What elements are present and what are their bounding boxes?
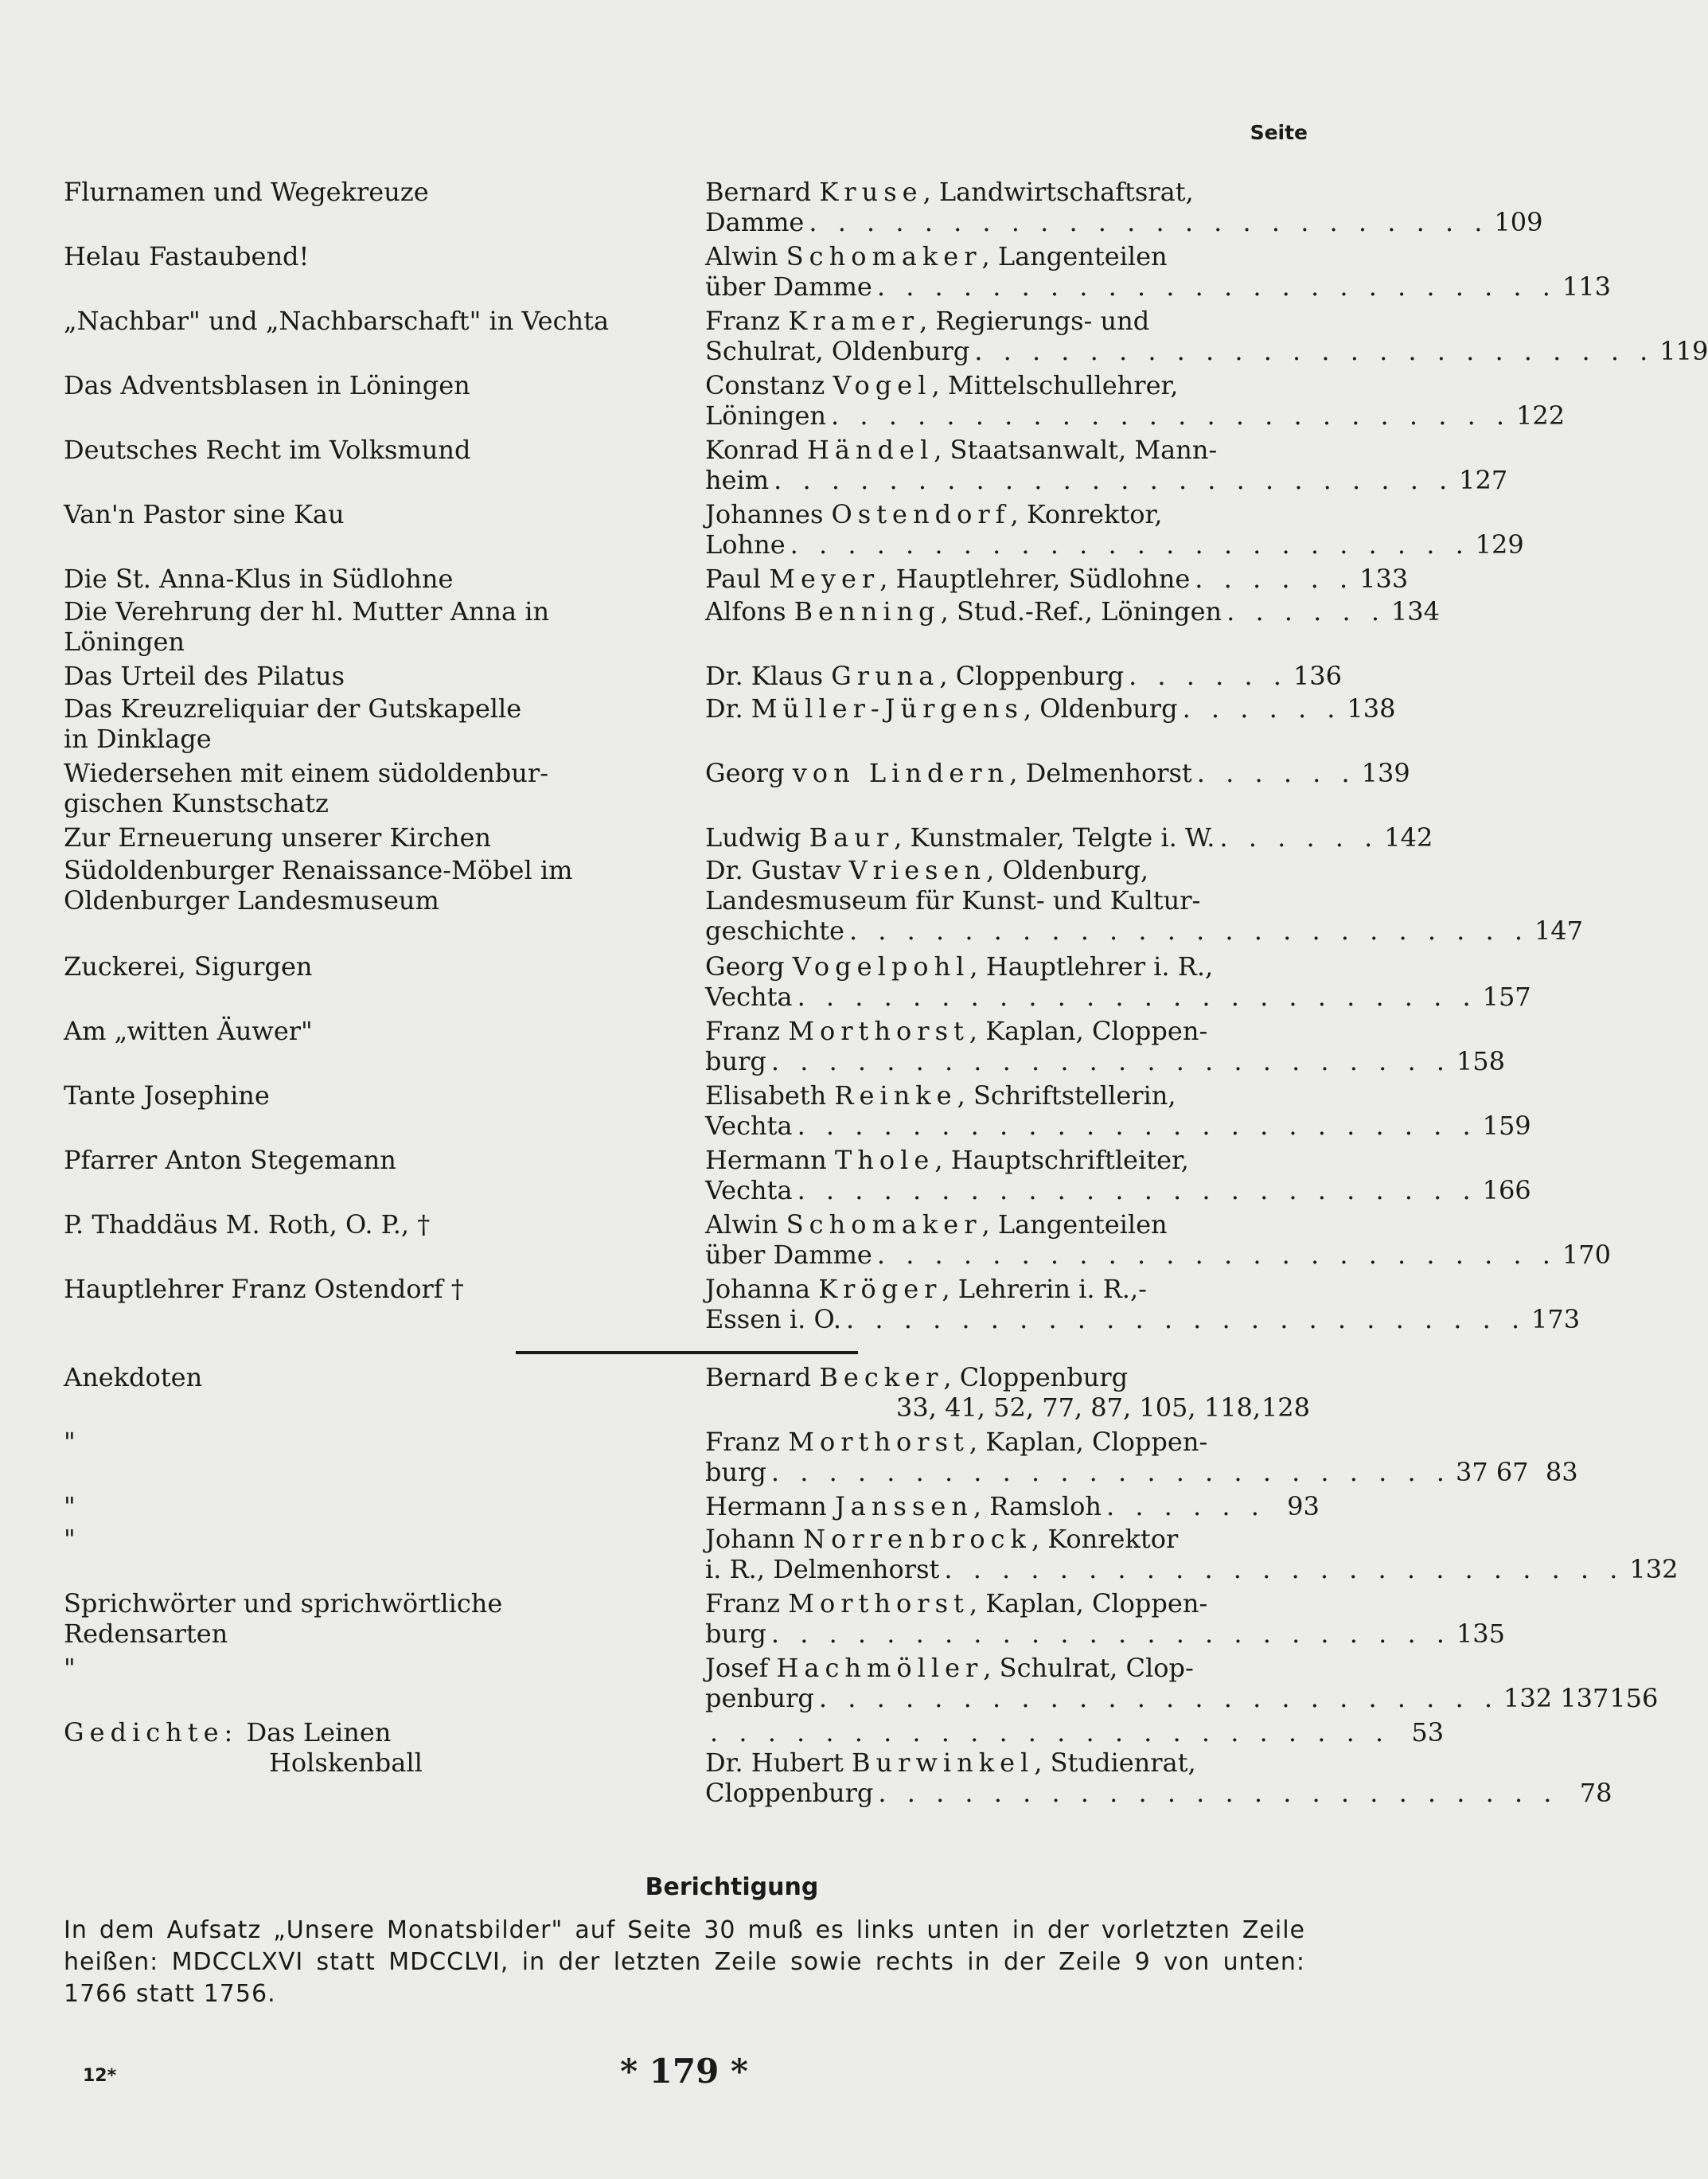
leader-dots: . . . . . . . . . . . . . . . . . . . . . . . . — [974, 336, 1655, 366]
line-text: Vechta — [705, 1111, 793, 1141]
page-refs: 33, 41, 52, 77, 87, 105, 118, — [896, 1392, 1261, 1423]
toc-entry — [64, 951, 1531, 1012]
page-number: * 179 * — [620, 2052, 748, 2091]
entry-author — [705, 1080, 1531, 1141]
title-line: Van'n Pastor sine Kau — [64, 499, 345, 529]
author-surname: Burwinkel — [852, 1747, 1035, 1778]
toc-entry — [64, 1080, 1531, 1141]
entry-title — [64, 370, 700, 400]
dotted-line — [705, 465, 1508, 495]
entry-author — [705, 435, 1508, 495]
page-ref: 119 — [1659, 336, 1708, 366]
author-surname: Händel — [806, 435, 934, 465]
leader-dots: . . . . . . . . . . . . . . . . . . . . . . . . — [797, 1111, 1477, 1141]
signature-mark: 12* — [83, 2066, 117, 2086]
author-line — [705, 1491, 1320, 1521]
author-surname: von Lindern — [792, 758, 1010, 788]
author-surname: Baur — [809, 822, 895, 853]
dotted-line — [705, 1457, 1578, 1487]
entry-title — [64, 661, 700, 691]
dotted-line — [705, 1111, 1531, 1141]
line-text: i. R., Delmenhorst — [705, 1554, 940, 1584]
leader-dots: . . . . . . — [1129, 661, 1288, 691]
toc-entry — [64, 1362, 1310, 1423]
title-line: P. Thaddäus M. Roth, O. P., † — [64, 1209, 431, 1240]
dotted-line — [705, 529, 1524, 560]
entry-title — [64, 1653, 700, 1683]
entry-title — [64, 951, 700, 982]
author-line — [705, 1588, 1310, 1619]
page-ref: 134 — [1390, 596, 1440, 627]
page-ref: 113 — [1562, 271, 1611, 302]
author-line — [705, 822, 1433, 853]
author-line — [705, 306, 1310, 336]
line-text: Cloppenburg — [705, 1778, 874, 1808]
author-line — [705, 1362, 1310, 1392]
toc-entry — [64, 1653, 1659, 1713]
entry-title — [64, 241, 700, 271]
line-text: heim — [705, 465, 770, 495]
line-text: burg — [705, 1457, 766, 1487]
dotted-line — [705, 1619, 1505, 1649]
dotted-line — [705, 1304, 1581, 1334]
page-ref: 158 — [1456, 1046, 1505, 1076]
author-surname: Kröger — [818, 1274, 942, 1304]
entry-author — [705, 693, 1396, 724]
poems-author — [705, 1717, 1612, 1808]
author-text: Johann Norrenbrock, Konrektor — [705, 1524, 1179, 1554]
author-text: Alwin Schomaker, Langenteilen — [705, 241, 1168, 271]
author-text: Ludwig Baur, Kunstmaler, Telgte i. W. — [705, 822, 1215, 853]
entry-title — [64, 596, 700, 657]
line-text: Löningen — [705, 400, 826, 431]
toc-entry — [64, 596, 1440, 657]
toc-entry — [64, 1491, 1320, 1521]
entry-title — [64, 1145, 700, 1175]
entry-title — [64, 306, 700, 336]
toc-entry — [64, 370, 1566, 431]
author-line — [705, 499, 1310, 529]
line-text: über Damme — [705, 271, 872, 302]
author-line — [705, 435, 1310, 465]
author-text: Alfons Benning, Stud.-Ref., Löningen — [705, 596, 1223, 627]
author-text: Franz Kramer, Regierungs- und — [705, 306, 1150, 336]
page-ref: 157 — [1482, 982, 1531, 1012]
author-text: Elisabeth Reinke, Schriftstellerin, — [705, 1080, 1176, 1111]
leader-dots: . . . . . . . . . . . . . . . . . . . . . . . . — [848, 916, 1530, 946]
entry-title — [64, 1491, 700, 1521]
poems-entry — [64, 1717, 1612, 1808]
leader-dots: . . . . . . — [1226, 596, 1386, 627]
entry-author — [705, 306, 1708, 366]
title-line: Sprichwörter und sprichwörtliche — [64, 1588, 503, 1619]
author-surname: Vogel — [833, 370, 932, 400]
leader-dots: . . . . . . . . . . . . . . . . . . . . . . . . — [790, 529, 1470, 560]
line-text: geschichte — [705, 916, 844, 946]
page-ref: 93 — [1287, 1491, 1320, 1521]
line-text: burg — [705, 1619, 766, 1649]
page-refs: 37 67 — [1455, 1457, 1529, 1487]
dotted-line — [705, 1240, 1611, 1270]
author-line — [705, 370, 1310, 400]
author-surname: Müller-Jürgens — [751, 693, 1024, 724]
author-text: Paul Meyer, Hauptlehrer, Südlohne — [705, 564, 1191, 594]
line-text: penburg — [705, 1683, 814, 1713]
leader-dots: . . . . . . . . . . . . . . . . . . . . . . . . — [876, 1240, 1557, 1270]
toc-entry — [64, 306, 1708, 366]
title-line: Wiedersehen mit einem südoldenbur- — [64, 758, 548, 788]
toc-entry — [64, 661, 1342, 691]
author-surname: Kramer — [788, 306, 920, 336]
entry-title — [64, 693, 700, 754]
author-surname: Kruse — [819, 177, 923, 207]
toc-entry — [64, 177, 1543, 237]
entry-author — [705, 1491, 1320, 1521]
author-text: Josef Hachmöller, Schulrat, Clop- — [705, 1653, 1194, 1683]
title-line: Oldenburger Landesmuseum — [64, 885, 439, 916]
poem-title: Holskenball — [269, 1747, 423, 1778]
author-text: Bernard Kruse, Landwirtschaftsrat, — [705, 177, 1194, 207]
entry-author — [705, 499, 1524, 560]
author-line — [705, 564, 1409, 594]
title-line: " — [64, 1653, 76, 1683]
author-line — [705, 1524, 1310, 1554]
entry-title — [64, 1362, 700, 1392]
author-line — [705, 1145, 1310, 1175]
author-surname: Reinke — [834, 1080, 957, 1111]
dotted-line — [705, 1175, 1531, 1205]
entry-title — [64, 564, 700, 594]
author-line — [705, 855, 1310, 885]
correction-text: In dem Aufsatz „Unsere Monatsbilder" auf Seite 30 muß es links unten in der vorletzten Zeile heißen: MDCCLXVI statt MDCCLVI, in der letzten Zeile sowie rechts in der Zeile 9 von unten: 1766 statt 1756. — [64, 1916, 1305, 2008]
entry-author — [705, 241, 1611, 302]
leader-dots: . . . . . . . . . . . . . . . . . . . . . . . . — [797, 982, 1477, 1012]
author-line — [705, 241, 1310, 271]
author-line — [705, 1427, 1310, 1457]
title-line: " — [64, 1524, 76, 1554]
author-text: Georg Vogelpohl, Hauptlehrer i. R., — [705, 951, 1214, 982]
entry-author — [705, 661, 1342, 691]
leader-dots: . . . . . . . . . . . . . . . . . . . . . . . . — [774, 465, 1454, 495]
page-ref: 159 — [1482, 1111, 1531, 1141]
author-text: Hermann Thole, Hauptschriftleiter, — [705, 1145, 1189, 1175]
author-surname: Janssen — [834, 1491, 973, 1521]
author-line — [705, 661, 1342, 691]
entry-author — [705, 370, 1566, 431]
title-line: Am „witten Äuwer" — [64, 1016, 313, 1046]
title-line: Redensarten — [64, 1619, 228, 1649]
toc-entry — [64, 855, 1584, 946]
toc-entry — [64, 499, 1524, 560]
entry-author — [705, 1274, 1581, 1334]
dotted-line — [705, 982, 1531, 1012]
author-surname: Becker — [819, 1362, 944, 1392]
author-text: Dr. Klaus Gruna, Cloppenburg — [705, 661, 1125, 691]
page-ref: 147 — [1534, 916, 1584, 946]
page-list-line — [705, 1392, 1310, 1423]
leader-dots: . . . . . . . . . . . . . . . . . . . . . . . . — [876, 271, 1557, 302]
title-line: " — [64, 1491, 76, 1521]
entry-author — [705, 564, 1409, 594]
title-line: Zuckerei, Sigurgen — [64, 951, 313, 982]
line-text: Vechta — [705, 1175, 793, 1205]
author-surname: Ostendorf — [831, 499, 1011, 529]
dotted-line — [705, 336, 1708, 366]
entry-author — [705, 855, 1584, 946]
page-ref: 83 — [1545, 1457, 1578, 1487]
author-line — [705, 1274, 1310, 1304]
leader-dots: . . . . . . — [1196, 758, 1356, 788]
entry-author — [705, 1524, 1679, 1584]
author-line — [705, 693, 1396, 724]
leader-dots: . . . . . . . . . . . . . . . . . . . . . . . . — [770, 1457, 1451, 1487]
author-surname: Schomaker — [786, 1209, 982, 1240]
leader-dots: . . . . . . . . . . . . . . . . . . . . . . . . — [797, 1175, 1477, 1205]
entry-title — [64, 1588, 700, 1649]
correction-title: Berichtigung — [645, 1873, 819, 1901]
title-line: Das Urteil des Pilatus — [64, 661, 345, 691]
line-text: Damme — [705, 207, 805, 237]
entry-title — [64, 1209, 700, 1240]
line-text: Lohne — [705, 529, 786, 560]
entry-author — [705, 822, 1433, 853]
toc-entry — [64, 1145, 1531, 1205]
title-line: Südoldenburger Renaissance-Möbel im — [64, 855, 573, 885]
author-text: Johannes Ostendorf, Konrektor, — [705, 499, 1163, 529]
entry-title — [64, 177, 700, 207]
title-line: Hauptlehrer Franz Ostendorf † — [64, 1274, 464, 1304]
dotted-line — [705, 207, 1543, 237]
author-text: Dr. Müller-Jürgens, Oldenburg — [705, 693, 1178, 724]
title-line: Deutsches Recht im Volksmund — [64, 435, 471, 465]
leader-dots: . . . . . . . . . . . . . . . . . . . . . . . . — [846, 1304, 1527, 1334]
author-text: Alwin Schomaker, Langenteilen — [705, 1209, 1168, 1240]
author-text: Dr. Hubert Burwinkel, Studienrat, — [705, 1747, 1196, 1778]
page-ref: 132 — [1629, 1554, 1679, 1584]
poem-title: Das Leinen — [246, 1717, 392, 1747]
author-surname: Hachmöller — [776, 1653, 984, 1683]
page-ref: 138 — [1347, 693, 1396, 724]
poem-line — [64, 1717, 700, 1747]
leader-dots: . . . . . . . . . . . . . . . . . . . . . . . . — [878, 1778, 1558, 1808]
line-text: burg — [705, 1046, 766, 1076]
title-line: gischen Kunstschatz — [64, 788, 329, 818]
author-line — [705, 177, 1310, 207]
dotted-line — [705, 1717, 1445, 1747]
author-line — [705, 1747, 1310, 1778]
dotted-line — [705, 1554, 1679, 1584]
author-surname: Morthorst — [788, 1427, 969, 1457]
title-line: Anekdoten — [64, 1362, 203, 1392]
author-surname: Morthorst — [788, 1588, 969, 1619]
page-ref: 156 — [1609, 1683, 1659, 1713]
leader-dots: . . . . . . — [1106, 1491, 1265, 1521]
poem-line — [64, 1747, 700, 1778]
title-line: Flurnamen und Wegekreuze — [64, 177, 429, 207]
toc-entry — [64, 758, 1410, 818]
page-ref: 133 — [1359, 564, 1409, 594]
toc-entry — [64, 1209, 1611, 1270]
entry-author — [705, 1427, 1578, 1487]
page-ref: 166 — [1482, 1175, 1531, 1205]
poems-label: Gedichte: — [64, 1717, 239, 1747]
leader-dots: . . . . . . — [1219, 822, 1379, 853]
toc-entry — [64, 241, 1611, 302]
entry-title — [64, 822, 700, 853]
entry-title — [64, 1524, 700, 1554]
author-surname: Norrenbrock — [803, 1524, 1031, 1554]
page-ref: 139 — [1361, 758, 1410, 788]
toc-entry — [64, 822, 1433, 853]
toc-entry — [64, 564, 1409, 594]
page-ref: 78 — [1579, 1778, 1612, 1808]
title-line: Helau Fastaubend! — [64, 241, 310, 271]
author-surname: Benning — [794, 596, 941, 627]
author-text: Georg von Lindern, Delmenhorst — [705, 758, 1192, 788]
dotted-line — [705, 1046, 1505, 1076]
title-line: „Nachbar" und „Nachbarschaft" in Vechta — [64, 306, 610, 336]
entry-author — [705, 951, 1531, 1012]
entry-author — [705, 1588, 1505, 1649]
entry-author — [705, 596, 1440, 627]
entry-author — [705, 1653, 1659, 1713]
entry-author — [705, 177, 1543, 237]
title-line: Das Kreuzreliquiar der Gutskapelle — [64, 693, 522, 724]
title-line: Die St. Anna-Klus in Südlohne — [64, 564, 454, 594]
toc-entry — [64, 1427, 1578, 1487]
dotted-line — [705, 400, 1566, 431]
page-ref: 109 — [1494, 207, 1543, 237]
line-text: Essen i. O. — [705, 1304, 842, 1334]
title-line: " — [64, 1427, 76, 1457]
title-line: in Dinklage — [64, 724, 212, 754]
leader-dots: . . . . . . . . . . . . . . . . . . . . . . . . — [831, 400, 1511, 431]
page-ref: 129 — [1475, 529, 1524, 560]
entry-title — [64, 1080, 700, 1111]
entry-author — [705, 1362, 1310, 1423]
entry-title — [64, 1016, 700, 1046]
author-surname: Thole — [834, 1145, 935, 1175]
entry-author — [705, 758, 1410, 788]
line-text: Schulrat, Oldenburg — [705, 336, 970, 366]
seite-header: Seite — [1250, 121, 1308, 144]
leader-dots: . . . . . . . . . . . . . . . . . . . . . . . . — [809, 207, 1489, 237]
author-surname: Schomaker — [786, 241, 982, 271]
page-ref: 135 — [1456, 1619, 1505, 1649]
author-text: Konrad Händel, Staatsanwalt, Mann- — [705, 435, 1218, 465]
leader-dots: . . . . . . — [1182, 693, 1342, 724]
leader-dots: . . . . . . . . . . . . . . . . . . . . . . . . — [770, 1619, 1451, 1649]
page-ref: 128 — [1261, 1392, 1310, 1423]
author-text: Hermann Janssen, Ramsloh — [705, 1491, 1102, 1521]
author-surname: Meyer — [769, 564, 880, 594]
entry-author — [705, 1016, 1505, 1076]
dotted-line — [705, 1683, 1659, 1713]
entry-title — [64, 1274, 700, 1304]
author-surname: Gruna — [831, 661, 940, 691]
dotted-line — [705, 1778, 1612, 1808]
page-ref: 136 — [1293, 661, 1342, 691]
toc-entry — [64, 1588, 1505, 1649]
entry-author — [705, 1145, 1531, 1205]
entry-title — [64, 1427, 700, 1457]
author-line — [705, 1653, 1310, 1683]
author-surname: Morthorst — [788, 1016, 969, 1046]
title-line: Tante Josephine — [64, 1080, 270, 1111]
toc-entry — [64, 1524, 1679, 1584]
title-line: Löningen — [64, 627, 185, 657]
leader-dots: . . . . . . . . . . . . . . . . . . . . . . . . — [944, 1554, 1624, 1584]
dotted-line — [705, 271, 1611, 302]
toc-entry — [64, 1274, 1581, 1334]
title-line: Zur Erneuerung unserer Kirchen — [64, 822, 492, 853]
divider — [516, 1351, 858, 1354]
page-ref: 170 — [1562, 1240, 1611, 1270]
author-line: Landesmuseum für Kunst- und Kultur- — [705, 885, 1201, 916]
author-line — [705, 1080, 1310, 1111]
entry-title — [64, 758, 700, 818]
author-text: Constanz Vogel, Mittelschullehrer, — [705, 370, 1179, 400]
title-line: Die Verehrung der hl. Mutter Anna in — [64, 596, 550, 627]
leader-dots: . . . . . . . . . . . . . . . . . . . . . . . . — [710, 1717, 1390, 1747]
author-text: Johanna Kröger, Lehrerin i. R.,- — [705, 1274, 1147, 1304]
line-text: Vechta — [705, 982, 793, 1012]
toc-entry — [64, 693, 1396, 754]
leader-dots: . . . . . . . . . . . . . . . . . . . . . . . . — [818, 1683, 1499, 1713]
page-ref: 53 — [1411, 1717, 1445, 1747]
author-text: Franz Morthorst, Kaplan, Cloppen- — [705, 1016, 1208, 1046]
author-surname: Vogelpohl — [792, 951, 970, 982]
author-text: Franz Morthorst, Kaplan, Cloppen- — [705, 1427, 1208, 1457]
page-ref: 127 — [1459, 465, 1508, 495]
page-ref: 173 — [1531, 1304, 1581, 1334]
author-surname: Vriesen — [848, 855, 987, 885]
leader-dots: . . . . . . . . . . . . . . . . . . . . . . . . — [770, 1046, 1451, 1076]
author-text: Bernard Becker, Cloppenburg — [705, 1362, 1129, 1392]
entry-title — [64, 855, 700, 916]
title-line: Das Adventsblasen in Löningen — [64, 370, 470, 400]
entry-title — [64, 435, 700, 465]
line-text: über Damme — [705, 1240, 872, 1270]
poems-list — [64, 1717, 700, 1778]
entry-title — [64, 499, 700, 529]
dotted-line — [705, 916, 1584, 946]
author-line — [705, 1209, 1310, 1240]
page-refs: 132 137 — [1503, 1683, 1609, 1713]
page-ref: 122 — [1516, 400, 1566, 431]
leader-dots: . . . . . . — [1195, 564, 1355, 594]
author-line — [705, 758, 1410, 788]
author-line — [705, 1016, 1310, 1046]
author-line — [705, 951, 1310, 982]
title-line: Pfarrer Anton Stegemann — [64, 1145, 396, 1175]
entry-author — [705, 1209, 1611, 1270]
toc-entry — [64, 1016, 1505, 1076]
author-text: Franz Morthorst, Kaplan, Cloppen- — [705, 1588, 1208, 1619]
page-ref: 142 — [1384, 822, 1433, 853]
author-line — [705, 596, 1440, 627]
toc-entry — [64, 435, 1508, 495]
author-text: Dr. Gustav Vriesen, Oldenburg, — [705, 855, 1148, 885]
